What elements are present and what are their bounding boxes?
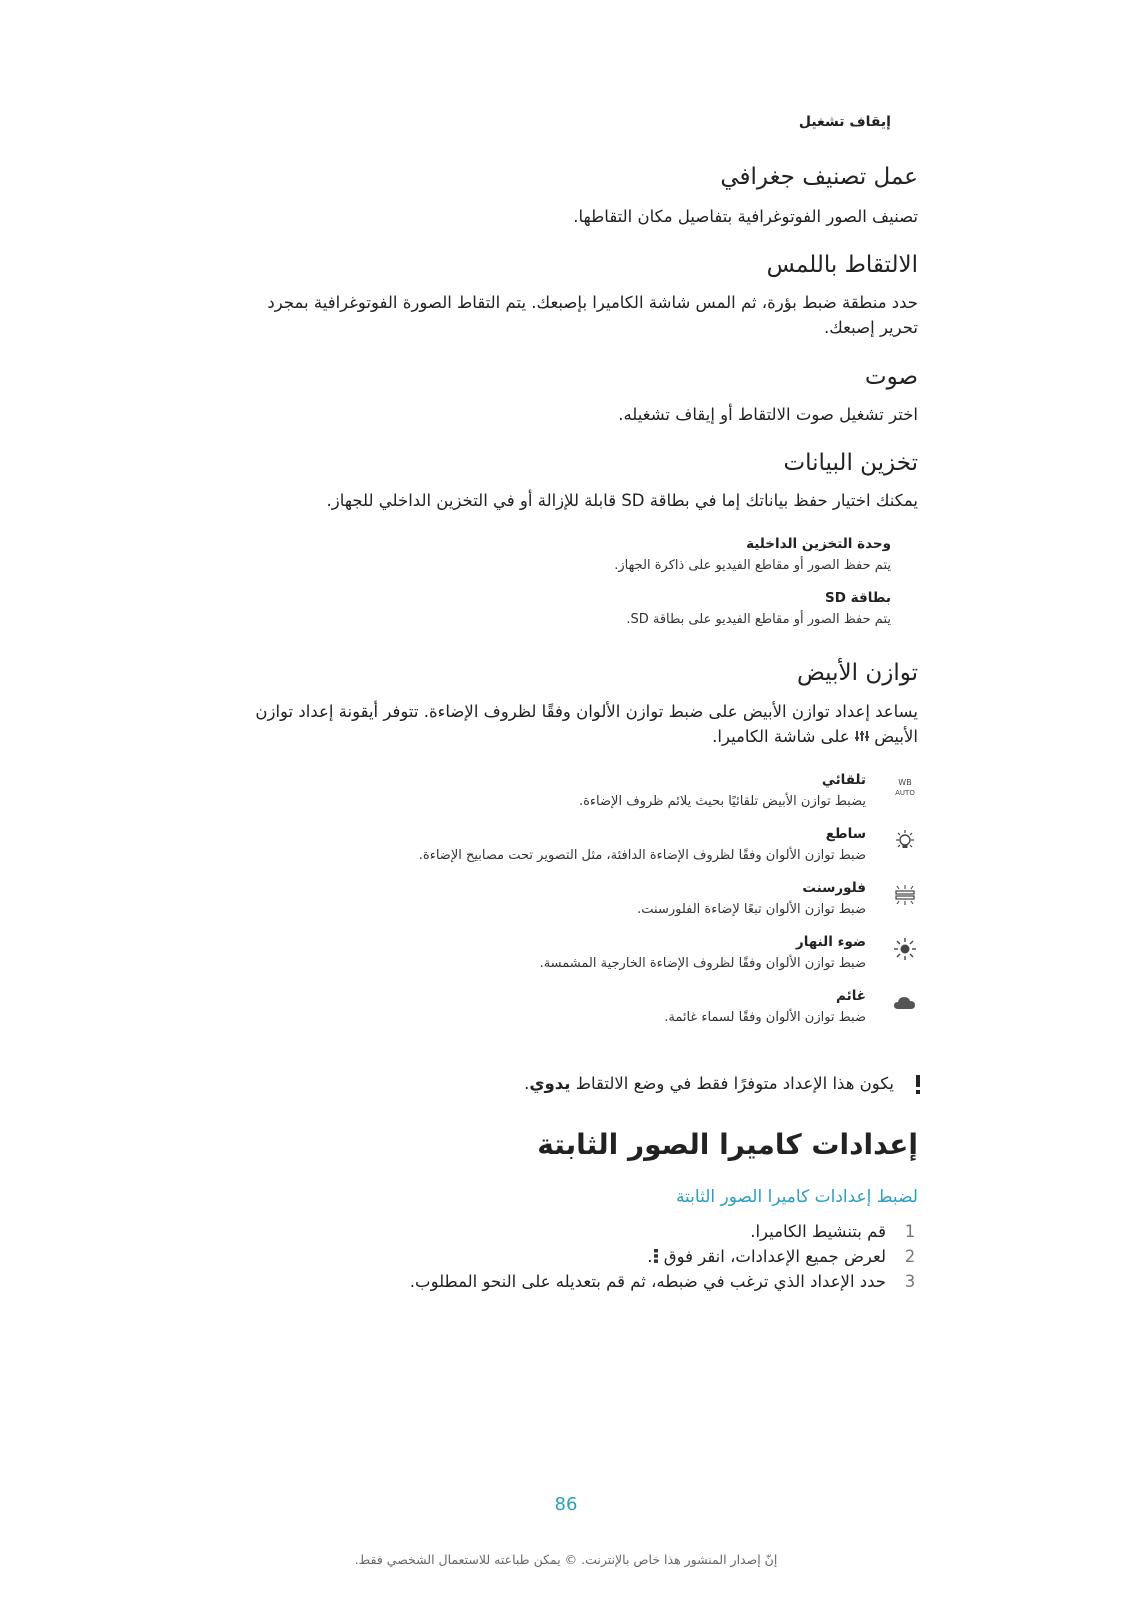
- sound-title: صوت: [864, 364, 918, 390]
- wb-daylight-desc: ضبط توازن الألوان وفقًا لظروف الإضاءة الخارجية المشمسة.: [539, 956, 866, 971]
- step-1-number: 1: [904, 1222, 916, 1241]
- footer-note: إنّ إصدار المنشور هذا خاص بالإنترنت. © يمكن طباعته للاستعمال الشخصي فقط.: [354, 1552, 778, 1567]
- step-2-text-after: .: [647, 1247, 653, 1266]
- white-balance-body-line1: يساعد إعداد توازن الأبيض على ضبط توازن الألوان وفقًا لظروف الإضاءة. تتوفر أيقونة إعداد توازن: [255, 702, 918, 721]
- white-balance-body-line2-after: على شاشة الكاميرا.: [712, 727, 850, 746]
- wb-option-cloudy: [218, 988, 918, 1036]
- fluorescent-icon: [892, 882, 918, 908]
- section-label: إيقاف تشغيل: [798, 114, 891, 130]
- cloudy-icon: [892, 990, 918, 1016]
- step-2: [198, 1247, 918, 1273]
- sd-card-title: بطاقة SD: [825, 590, 891, 606]
- white-balance-title: توازن الأبيض: [796, 660, 918, 686]
- note-text: [524, 1071, 894, 1097]
- wb-auto-title: تلقائي: [821, 772, 866, 788]
- wb-incandescent-title: ساطع: [825, 826, 866, 842]
- geotag-title: عمل تصنيف جغرافي: [720, 164, 918, 190]
- more-options-icon: [653, 1248, 659, 1268]
- wb-fluorescent-title: فلورسنت: [802, 880, 866, 896]
- step-3-text: حدد الإعداد الذي ترغب في ضبطه، ثم قم بتعديله على النحو المطلوب.: [409, 1272, 886, 1291]
- wb-cloudy-title: غائم: [836, 988, 866, 1004]
- data-storage-body: يمكنك اختيار حفظ بياناتك إما في بطاقة SD قابلة للإزالة أو في التخزين الداخلي للجهاز.: [326, 491, 918, 510]
- incandescent-bulb-icon: [892, 828, 918, 854]
- step-3-number: 3: [904, 1272, 916, 1291]
- step-2-text-before: لعرض جميع الإعدادات، انقر فوق: [663, 1247, 886, 1266]
- wb-cloudy-desc: ضبط توازن الألوان وفقًا لسماء غائمة.: [664, 1010, 866, 1025]
- wb-auto-desc: يضبط توازن الأبيض تلقائيًا بحيث يلائم ظروف الإضاءة.: [578, 794, 866, 809]
- white-balance-body-line2: [712, 724, 918, 751]
- wb-daylight-title: ضوء النهار: [795, 934, 866, 950]
- wb-fluorescent-desc: ضبط توازن الألوان تبعًا لإضاءة الفلورسنت.: [637, 902, 866, 917]
- wb-incandescent-desc: ضبط توازن الألوان وفقًا لظروف الإضاءة الدافئة، مثل التصوير تحت مصابيح الإضاءة.: [418, 848, 866, 863]
- wb-option-auto: [218, 772, 918, 820]
- note-text-before: يكون هذا الإعداد متوفرًا فقط في وضع الالتقاط: [575, 1074, 894, 1093]
- step-1: [198, 1222, 918, 1248]
- exclamation-icon: [911, 1073, 925, 1097]
- internal-storage-desc: يتم حفظ الصور أو مقاطع الفيديو على ذاكرة الجهاز.: [614, 558, 891, 573]
- wb-auto-icon-bottom: AUTO: [895, 789, 915, 797]
- page-number: 86: [554, 1494, 578, 1515]
- wb-auto-icon: [892, 774, 918, 800]
- touch-capture-body-line2: تحرير إصبعك.: [824, 318, 918, 337]
- data-storage-title: تخزين البيانات: [783, 450, 918, 476]
- wb-auto-icon-top: WB: [898, 778, 912, 787]
- note-text-after: .: [524, 1074, 530, 1093]
- step-3: [198, 1272, 918, 1298]
- wb-option-fluorescent: [218, 880, 918, 928]
- internal-storage-title: وحدة التخزين الداخلية: [746, 536, 891, 552]
- geotag-body: تصنيف الصور الفوتوغرافية بتفاصيل مكان التقاطها.: [573, 207, 918, 226]
- still-camera-settings-title: إعدادات كاميرا الصور الثابتة: [537, 1128, 918, 1161]
- sound-body: اختر تشغيل صوت الالتقاط أو إيقاف تشغيله.: [618, 405, 918, 424]
- touch-capture-title: الالتقاط باللمس: [766, 252, 918, 278]
- step-1-text: قم بتنشيط الكاميرا.: [750, 1222, 886, 1241]
- daylight-sun-icon: [892, 936, 918, 962]
- white-balance-body-line2-before: الأبيض: [874, 727, 918, 746]
- still-camera-settings-subtitle: لضبط إعدادات كاميرا الصور الثابتة: [675, 1187, 918, 1207]
- white-balance-setting-icon: [855, 725, 869, 751]
- touch-capture-body-line1: حدد منطقة ضبط بؤرة، ثم المس شاشة الكاميرا بإصبعك. يتم التقاط الصورة الفوتوغرافية بمجرد: [267, 293, 918, 312]
- sd-card-desc: يتم حفظ الصور أو مقاطع الفيديو على بطاقة SD.: [626, 612, 891, 627]
- step-2-text: [647, 1247, 886, 1268]
- wb-option-incandescent: [218, 826, 918, 874]
- note-text-bold: يدوي: [529, 1074, 571, 1093]
- step-2-number: 2: [904, 1247, 916, 1266]
- wb-option-daylight: [218, 934, 918, 982]
